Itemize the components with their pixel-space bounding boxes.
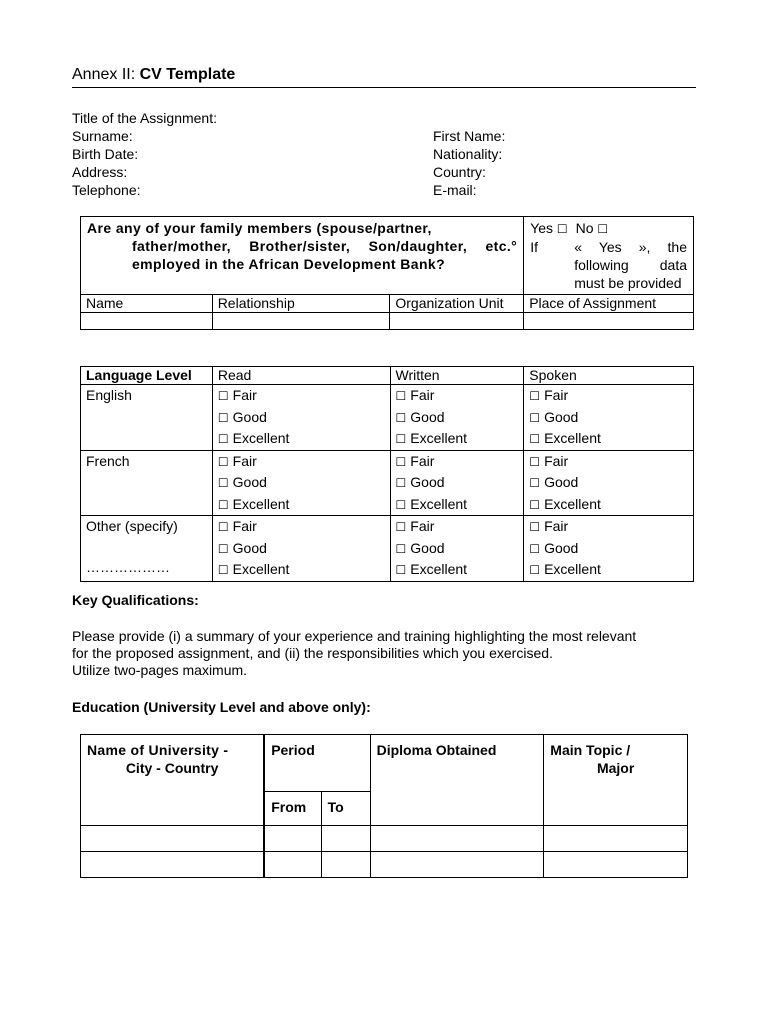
option-label: Excellent xyxy=(544,495,601,512)
language-written-options xyxy=(390,385,524,451)
col-university-line1: Name of University - xyxy=(87,742,229,758)
kq-line: for the proposed assignment, and (ii) the responsibilities which you exercised. xyxy=(72,645,553,661)
nationality-label: Nationality: xyxy=(433,146,503,162)
option-fair[interactable] xyxy=(529,385,688,407)
checkbox-icon[interactable]: ☐ xyxy=(217,410,229,425)
col-from: From xyxy=(264,792,321,826)
checkbox-icon[interactable]: ☐ xyxy=(529,563,541,577)
col-topic-line2: Major xyxy=(596,760,635,776)
option-label: Fair xyxy=(232,452,257,469)
option-label: Good xyxy=(544,474,579,490)
option-fair[interactable] xyxy=(218,516,385,538)
checkbox-icon[interactable]: ☐ xyxy=(529,497,541,512)
checkbox-icon[interactable]: ☐ xyxy=(217,520,229,534)
option-label: Fair xyxy=(544,452,569,469)
option-excellent[interactable] xyxy=(218,428,385,450)
col-university xyxy=(81,735,265,826)
checkbox-icon[interactable]: ☐ xyxy=(217,541,229,556)
col-name: Name xyxy=(81,295,213,313)
yes-checkbox[interactable]: ☐ xyxy=(556,222,568,236)
option-excellent[interactable] xyxy=(396,428,519,450)
yes-no-cell xyxy=(524,217,694,295)
option-label: Excellent xyxy=(544,561,601,577)
option-fair[interactable] xyxy=(396,516,519,538)
col-language-level: Language Level xyxy=(81,367,213,385)
col-organization-unit: Organization Unit xyxy=(390,295,524,313)
yes-label: Yes xyxy=(530,220,554,236)
option-label: Excellent xyxy=(544,430,601,446)
option-label: Good xyxy=(544,408,579,425)
edu-cell[interactable] xyxy=(81,852,265,878)
checkbox-icon[interactable]: ☐ xyxy=(529,410,541,425)
option-label: Excellent xyxy=(232,561,290,577)
option-label: Good xyxy=(232,408,267,425)
checkbox-icon[interactable]: ☐ xyxy=(395,520,407,534)
language-name xyxy=(81,450,213,516)
personal-fields xyxy=(72,109,696,199)
language-label: Other (specify) xyxy=(86,518,178,534)
country-label: Country: xyxy=(433,164,486,180)
language-read-options xyxy=(212,450,390,516)
heading-prefix: Annex II: xyxy=(72,66,140,83)
option-good[interactable] xyxy=(396,538,519,560)
kq-line: Please provide (i) a summary of your experience and training highlighting the most relevant xyxy=(72,628,637,644)
option-good[interactable] xyxy=(529,407,688,429)
option-fair[interactable] xyxy=(529,451,688,473)
checkbox-icon[interactable]: ☐ xyxy=(395,476,407,490)
language-read-options xyxy=(212,516,390,582)
edu-cell[interactable] xyxy=(544,852,688,878)
option-label: Fair xyxy=(544,387,569,403)
checkbox-icon[interactable]: ☐ xyxy=(529,476,541,490)
option-label: Good xyxy=(410,539,445,556)
language-written-options xyxy=(390,516,524,582)
organization-input-cell[interactable] xyxy=(390,313,524,330)
checkbox-icon[interactable]: ☐ xyxy=(395,454,407,469)
family-members-table xyxy=(80,216,694,330)
checkbox-icon[interactable]: ☐ xyxy=(529,389,541,403)
page-title: CV Template xyxy=(139,66,236,83)
col-read: Read xyxy=(212,367,390,385)
edu-cell[interactable] xyxy=(81,826,265,852)
option-good[interactable] xyxy=(218,538,385,560)
option-label: Good xyxy=(232,539,267,556)
language-row xyxy=(81,516,694,582)
language-name xyxy=(81,516,213,582)
checkbox-icon[interactable]: ☐ xyxy=(217,389,229,403)
option-label: Excellent xyxy=(232,495,290,512)
option-excellent[interactable] xyxy=(396,494,519,516)
option-fair[interactable] xyxy=(218,385,385,407)
option-fair[interactable] xyxy=(396,385,519,407)
col-topic-line1 xyxy=(550,741,681,759)
col-diploma: Diploma Obtained xyxy=(370,735,544,826)
surname-label: Surname: xyxy=(72,128,133,144)
no-label: No xyxy=(575,220,594,236)
spacer xyxy=(86,537,207,558)
birth-date-label: Birth Date: xyxy=(72,146,139,162)
col-period: Period xyxy=(264,735,370,792)
language-read-options xyxy=(212,385,390,451)
col-place-of-assignment: Place of Assignment xyxy=(524,295,694,313)
option-label: Good xyxy=(410,474,445,490)
checkbox-icon[interactable]: ☐ xyxy=(529,520,541,534)
option-label: Good xyxy=(544,539,579,556)
col-main-topic xyxy=(544,735,688,826)
checkbox-icon[interactable]: ☐ xyxy=(395,389,407,403)
key-qualifications-text xyxy=(72,628,696,679)
option-label: Fair xyxy=(410,518,435,534)
col-spoken: Spoken xyxy=(524,367,694,385)
option-excellent[interactable] xyxy=(529,494,688,516)
option-good[interactable] xyxy=(396,407,519,429)
option-excellent[interactable] xyxy=(529,559,688,581)
checkbox-icon[interactable]: ☐ xyxy=(217,497,229,512)
checkbox-icon[interactable]: ☐ xyxy=(395,497,407,512)
language-name xyxy=(81,385,213,451)
option-label: Excellent xyxy=(410,495,468,512)
relationship-input-cell[interactable] xyxy=(212,313,390,330)
language-label: English xyxy=(86,387,132,403)
language-spoken-options xyxy=(524,450,694,516)
checkbox-icon[interactable]: ☐ xyxy=(217,476,229,490)
telephone-label: Telephone: xyxy=(72,182,141,198)
option-label: Fair xyxy=(232,387,257,403)
option-excellent[interactable] xyxy=(529,428,688,450)
language-written-options xyxy=(390,450,524,516)
col-university-line2: City - Country xyxy=(125,760,219,776)
option-good[interactable] xyxy=(396,472,519,494)
option-fair[interactable] xyxy=(218,451,385,473)
topic-word: Main Topic / xyxy=(550,742,631,758)
edu-cell[interactable] xyxy=(544,826,688,852)
option-label: Good xyxy=(410,408,445,425)
education-heading: Education (University Level and above only): xyxy=(72,699,371,715)
key-qualifications-heading: Key Qualifications: xyxy=(72,592,199,608)
edu-cell[interactable] xyxy=(264,852,321,878)
edu-cell[interactable] xyxy=(321,852,370,878)
first-name-label: First Name: xyxy=(433,128,506,144)
language-spoken-options xyxy=(524,385,694,451)
checkbox-icon[interactable]: ☐ xyxy=(395,541,407,556)
checkbox-icon[interactable]: ☐ xyxy=(217,563,229,577)
option-excellent[interactable] xyxy=(218,494,385,516)
name-input-cell[interactable] xyxy=(81,313,213,330)
language-level-table xyxy=(80,366,694,582)
edu-cell[interactable] xyxy=(321,826,370,852)
language-specify-dots[interactable]: ……………… xyxy=(86,559,170,575)
checkbox-icon[interactable]: ☐ xyxy=(395,563,407,577)
checkbox-icon[interactable]: ☐ xyxy=(217,432,229,446)
option-label: Fair xyxy=(410,452,435,469)
option-label: Fair xyxy=(410,387,435,403)
address-label: Address: xyxy=(72,164,128,180)
edu-cell[interactable] xyxy=(264,826,321,852)
page-heading xyxy=(72,66,696,88)
family-question-first: Are any of your family members (spouse/partner, xyxy=(87,220,432,236)
checkbox-icon[interactable]: ☐ xyxy=(217,454,229,469)
education-table xyxy=(80,734,688,878)
language-label: French xyxy=(86,452,130,469)
no-checkbox[interactable]: ☐ xyxy=(597,222,609,236)
option-label: Excellent xyxy=(410,561,468,577)
option-fair[interactable] xyxy=(396,451,519,473)
option-label: Excellent xyxy=(232,430,290,446)
place-input-cell[interactable] xyxy=(524,313,694,330)
option-excellent[interactable] xyxy=(396,559,519,581)
if-yes-note: « Yes », the following data must be provided xyxy=(574,239,687,291)
language-row xyxy=(81,385,694,451)
edu-cell[interactable] xyxy=(370,826,544,852)
language-spoken-options xyxy=(524,516,694,582)
option-label: Fair xyxy=(232,518,257,534)
option-good[interactable] xyxy=(218,407,385,429)
assignment-label: Title of the Assignment: xyxy=(72,110,217,126)
checkbox-icon[interactable]: ☐ xyxy=(395,432,407,446)
option-good[interactable] xyxy=(218,472,385,494)
family-question-rest: father/mother, Brother/sister, Son/daughter, etc.° employed in the African Development Bank? xyxy=(132,238,518,272)
option-good[interactable] xyxy=(529,538,688,560)
checkbox-icon[interactable]: ☐ xyxy=(529,454,541,469)
kq-line: Utilize two-pages maximum. xyxy=(72,662,248,678)
option-good[interactable] xyxy=(529,472,688,494)
language-row xyxy=(81,450,694,516)
family-question xyxy=(81,217,524,295)
option-label: Good xyxy=(232,474,267,490)
checkbox-icon[interactable]: ☐ xyxy=(395,410,407,425)
option-fair[interactable] xyxy=(529,516,688,538)
edu-cell[interactable] xyxy=(370,852,544,878)
option-excellent[interactable] xyxy=(218,559,385,581)
col-relationship: Relationship xyxy=(212,295,390,313)
if-word: If xyxy=(530,239,538,255)
col-to: To xyxy=(321,792,370,826)
checkbox-icon[interactable]: ☐ xyxy=(529,541,541,556)
col-written: Written xyxy=(390,367,524,385)
email-label: E-mail: xyxy=(433,182,477,198)
option-label: Fair xyxy=(544,518,569,534)
checkbox-icon[interactable]: ☐ xyxy=(529,432,541,446)
option-label: Excellent xyxy=(410,430,468,446)
